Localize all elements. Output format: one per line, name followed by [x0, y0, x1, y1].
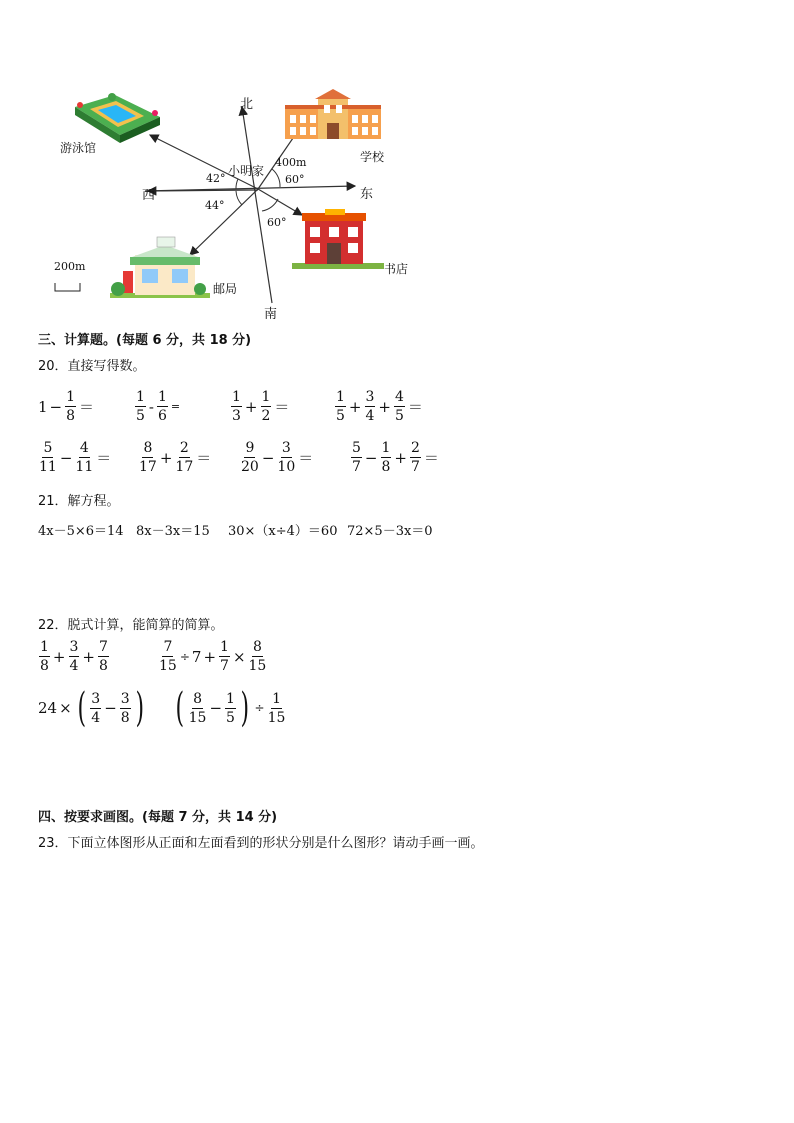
q20-f: $\frac{8}{17}$ + $\frac{2}{17}$ ＝ [139, 440, 212, 475]
q20-d: $\frac{1}{5}$ + $\frac{3}{4}$ + $\frac{4}{5}$ ＝ [336, 389, 423, 424]
arc-book [262, 199, 278, 211]
bookstore-label: 书店 [384, 262, 409, 276]
pool-icon [75, 93, 160, 143]
q22-a: $\frac{1}{8}$ + $\frac{3}{4}$ + $\frac{7}{8}$ [40, 639, 108, 674]
angle-post-label: 44° [205, 199, 225, 212]
q22-c: 24 × ( $\frac{3}{4}$ − $\frac{3}{8}$ ) [38, 685, 144, 731]
q23-prompt: 23．下面立体图形从正面和左面看到的形状分别是什么图形？请动手画一画。 [38, 836, 484, 851]
arc-post [236, 191, 242, 205]
arc-pool [236, 179, 238, 189]
north-south-axis [242, 107, 272, 303]
section4-title: 四、按要求画图。(每题 7 分，共 14 分) [38, 810, 278, 825]
equation-3: 30×（x÷4）＝60 [228, 524, 338, 539]
q22-b: $\frac{7}{15}$ ÷ 7 + $\frac{1}{7}$ × $\frac{8}{15}$ [159, 639, 267, 674]
q20-g: $\frac{9}{20}$ − $\frac{3}{10}$ ＝ [241, 440, 314, 475]
q22-prompt: 22．脱式计算，能简算的简算。 [38, 618, 224, 633]
east-label: 东 [360, 187, 374, 202]
q20-prompt: 20．直接写得数。 [38, 359, 146, 374]
west-label: 西 [142, 188, 156, 203]
q20-b: $\frac{1}{5}$ - $\frac{1}{6}$ = [136, 389, 181, 424]
bookstore-icon [292, 209, 384, 269]
school-label: 学校 [360, 150, 385, 164]
angle-bookstore-label: 60° [267, 216, 287, 229]
scale-bar [55, 283, 80, 291]
q20-e: $\frac{5}{11}$ − $\frac{4}{11}$ ＝ [39, 440, 112, 475]
fraction: $\frac{1}{8}$ [66, 389, 76, 424]
pool-label: 游泳馆 [60, 141, 97, 155]
q20-h: $\frac{5}{7}$ − $\frac{1}{8}$ + $\frac{2}{7}$ ＝ [352, 440, 439, 475]
post-office-label: 邮局 [213, 282, 238, 296]
equation-4: 72×5－3x＝0 [347, 524, 433, 539]
angle-school-label: 60° [285, 173, 305, 186]
post-office-icon [110, 237, 210, 298]
home-label: 小明家 [228, 164, 265, 178]
ray-bookstore [258, 189, 302, 215]
school-icon [285, 89, 381, 139]
q20-c: $\frac{1}{3}$ + $\frac{1}{2}$ ＝ [232, 389, 290, 424]
angle-pool-label: 42° [206, 172, 226, 185]
q22-d: ( $\frac{8}{15}$ − $\frac{1}{5}$ ) ÷ $\frac{1}{15}$ [175, 685, 286, 731]
q20-a: 1 − $\frac{1}{8}$ ＝ [38, 389, 95, 424]
scale-label: 200m [54, 260, 86, 273]
north-label: 北 [240, 97, 254, 112]
direction-map [40, 85, 420, 325]
section3-title: 三、计算题。(每题 6 分，共 18 分) [38, 333, 252, 348]
south-label: 南 [264, 307, 278, 322]
whole-number: 1 [38, 397, 48, 416]
arc-school [272, 169, 280, 187]
equation-1: 4x－5×6＝14 [38, 524, 124, 539]
q21-prompt: 21．解方程。 [38, 494, 120, 509]
distance-school-label: 400m [275, 156, 307, 169]
equation-2: 8x－3x＝15 [136, 524, 210, 539]
